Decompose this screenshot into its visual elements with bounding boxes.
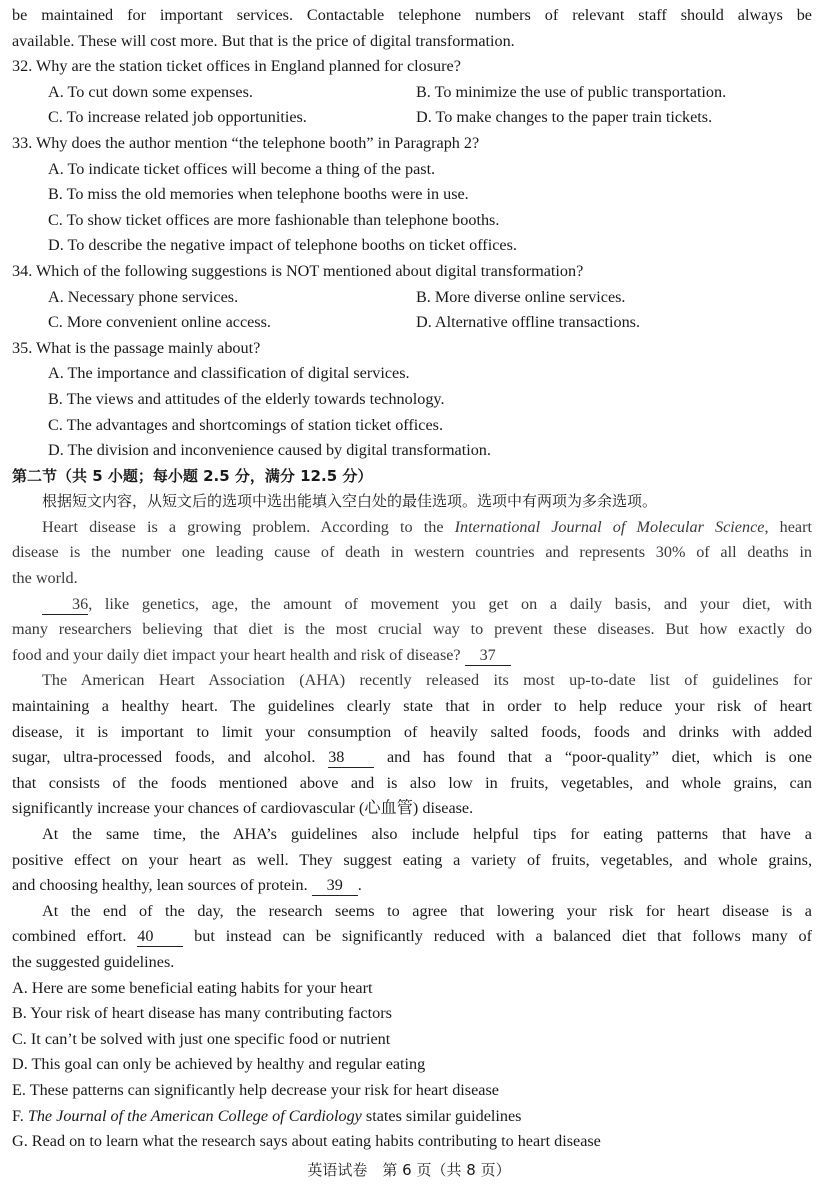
passage-line: Heart disease is a growing problem. According to the International Journal of Molecular Science, heart [42,517,813,536]
journal-title: International Journal of Molecular Science [454,517,765,536]
passage-line: the suggested guidelines. [12,952,175,971]
option[interactable]: D. To make changes to the paper train tickets. [416,108,713,127]
option[interactable]: A. The importance and classification of digital services. [48,364,410,383]
option[interactable]: A. Necessary phone services. [48,287,239,306]
passage-line: many researchers believing that diet is the most crucial way to prevent these diseases. But how exactly do [12,620,812,639]
choice-g[interactable]: G. Read on to learn what the research says about eating habits contributing to heart disease [12,1132,601,1151]
choice-d[interactable]: D. This goal can only be achieved by healthy and regular eating [12,1055,426,1074]
option[interactable]: B. To minimize the use of public transportation. [416,82,727,101]
passage-line: positive effect on your heart as well. They suggest eating a variety of fruits, vegetables, and whole grains, [12,850,812,869]
choice-c[interactable]: C. It can’t be solved with just one specific food or nutrient [12,1029,391,1048]
question-stem: 35. What is the passage mainly about? [12,338,261,357]
exam-page [12,3,812,1155]
passage-text: be maintained for important services. Contactable telephone numbers of relevant staff should always be [12,6,812,24]
passage-line: At the same time, the AHA’s guidelines also include helpful tips for eating patterns that have a [42,825,812,843]
passage-line: 36, like genetics, age, the amount of movement you get on a daily basis, and your diet, with [12,592,812,618]
option[interactable]: C. More convenient online access. [48,313,271,332]
passage-line: significantly increase your chances of cardiovascular (心血管) disease. [12,799,474,818]
choice-b[interactable]: B. Your risk of heart disease has many contributing factors [12,1004,392,1023]
section-instruction: 根据短文内容，从短文后的选项中选出能填入空白处的最佳选项。选项中有两项为多余选项。 [42,492,658,511]
page-footer: 英语试卷 第 6 页（共 8 页） [307,1161,511,1179]
passage-line: disease is the number one leading cause of death in western countries and represents 30% of all deaths in [12,543,812,562]
option[interactable]: B. To miss the old memories when telephone booths were in use. [48,185,469,204]
choice-e[interactable]: E. These patterns can significantly help decrease your risk for heart disease [12,1080,499,1099]
passage-line: disease, it is important to limit your consumption of heavily salted foods, foods and drinks with added [12,722,812,741]
option[interactable]: A. To cut down some expenses. [48,82,253,101]
blank-36[interactable]: 36 [42,594,88,615]
question-stem: 34. Which of the following suggestions is NOT mentioned about digital transformation? [12,261,584,280]
option[interactable]: D. Alternative offline transactions. [416,313,641,332]
blank-38[interactable]: 38 [328,747,374,768]
passage-text: available. These will cost more. But that is the price of digital transformation. [12,31,515,50]
option-row [12,80,812,106]
passage-line: The American Heart Association (AHA) recently released its most up-to-date list of guidelines for [42,671,812,690]
option[interactable]: A. To indicate ticket offices will become a thing of the past. [48,159,436,178]
passage-line: food and your daily diet impact your heart health and risk of disease? 37 [12,643,812,669]
choice-a[interactable]: A. Here are some beneficial eating habits for your heart [12,978,373,997]
passage-line: maintaining a healthy heart. The guidelines clearly state that in order to help reduce your risk of heart [12,697,812,716]
passage-line: combined effort. 40 but instead can be significantly reduced with a balanced diet that follows many of [12,927,812,946]
option[interactable]: D. The division and inconvenience caused by digital transformation. [48,441,491,460]
option[interactable]: C. The advantages and shortcomings of station ticket offices. [48,415,444,434]
option-row [12,105,812,131]
blank-40[interactable]: 40 [137,926,183,947]
passage-line: At the end of the day, the research seems to agree that lowering your risk for heart disease is a [42,901,812,920]
passage-line: that consists of the foods mentioned above and is also low in fruits, vegetables, and whole grains, can [12,773,812,792]
passage-line: sugar, ultra-processed foods, and alcohol. 38 and has found that a “poor-quality” diet, which is one [12,748,812,767]
option-row [12,310,812,336]
option[interactable]: B. The views and attitudes of the elderly towards technology. [48,389,445,408]
option-row [12,285,812,311]
section-title: 第二节（共 5 小题；每小题 2.5 分，满分 12.5 分） [12,466,373,485]
option[interactable]: C. To show ticket offices are more fashionable than telephone booths. [48,210,500,229]
option[interactable]: D. To describe the negative impact of telephone booths on ticket offices. [48,236,517,255]
question-stem: 33. Why does the author mention “the telephone booth” in Paragraph 2? [12,133,480,152]
option[interactable]: C. To increase related job opportunities. [48,108,307,127]
passage-line: and choosing healthy, lean sources of protein. 39 . [12,876,362,895]
option[interactable]: B. More diverse online services. [416,287,626,306]
question-stem: 32. Why are the station ticket offices in England planned for closure? [12,57,461,76]
choice-f[interactable]: F. The Journal of the American College of Cardiology states similar guidelines [12,1106,522,1125]
blank-39[interactable]: 39 [312,875,358,896]
blank-37[interactable]: 37 [465,645,511,666]
passage-line: the world. [12,569,78,588]
journal-title: The Journal of the American College of Cardiology [27,1106,362,1125]
